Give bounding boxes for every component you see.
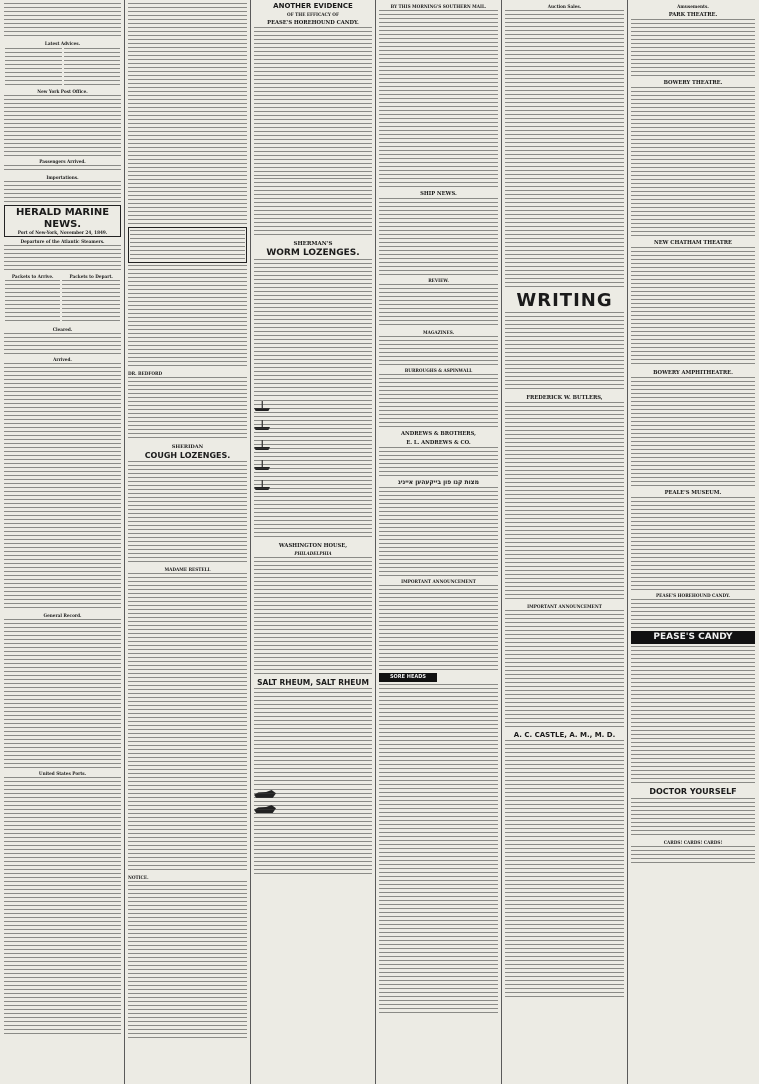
text-block <box>128 377 247 441</box>
section-heading: General Record. <box>43 613 82 619</box>
theatre-heading: BOWERY AMPHITHEATRE. <box>653 370 733 376</box>
text-block <box>128 265 247 369</box>
packets-table <box>4 274 121 325</box>
text-block <box>254 27 372 177</box>
advert-heading: SALT RHEUM, SALT RHEUM <box>257 678 369 687</box>
column-heading: Amusements. <box>677 4 709 9</box>
section-heading: Cleared. <box>52 327 73 333</box>
section-heading: New York Post Office. <box>37 89 88 94</box>
text-block <box>505 402 624 602</box>
text-block <box>379 684 498 1014</box>
text-block <box>379 447 498 477</box>
pease-candy-banner: PEASE'S CANDY <box>631 631 755 644</box>
advert-heading: DOCTOR YOURSELF <box>649 787 737 796</box>
advert-heading: WASHINGTON HOUSE, <box>278 543 348 549</box>
column-1 <box>4 2 121 1080</box>
notice-heading: DR. BEDFORD <box>128 371 163 376</box>
text-block <box>379 374 498 428</box>
text-block <box>631 87 755 237</box>
advert-heading: IMPORTANT ANNOUNCEMENT <box>401 579 476 584</box>
notice-heading: MADAME RESTELL <box>164 567 211 572</box>
theatre-heading: BOWERY THEATRE. <box>663 80 723 86</box>
hebrew-heading: מצות קנו פון בייקעהען אייניג <box>398 479 479 486</box>
writing-advert-heading: WRITING <box>516 290 613 311</box>
section-heading: Arrived. <box>53 357 72 363</box>
text-block <box>379 10 498 188</box>
column-3 <box>254 2 372 1080</box>
column-rule <box>501 0 502 1084</box>
text-block <box>631 377 755 487</box>
text-block <box>631 497 755 591</box>
text-block <box>505 10 624 290</box>
text-block <box>631 798 755 838</box>
advert-heading: PEASE'S HOREHOUND CANDY. <box>267 20 359 26</box>
text-block <box>128 461 247 565</box>
marine-news-subtitle: Port of New-York, November 24, 1849. <box>17 230 108 235</box>
column-rule <box>250 0 251 1084</box>
text-block <box>254 557 372 677</box>
section-heading: Packets to Arrive. <box>11 274 54 280</box>
column-rule <box>627 0 628 1084</box>
text-block <box>631 247 755 367</box>
text-block <box>128 573 247 873</box>
section-heading: Latest Advices. <box>44 41 81 46</box>
text-block <box>4 333 121 355</box>
marine-news-banner-frame <box>4 205 121 237</box>
text-block <box>4 619 121 769</box>
column-rule <box>375 0 376 1084</box>
text-block <box>4 245 121 273</box>
theatre-heading: NEW CHATHAM THEATRE <box>653 240 732 246</box>
advert-heading: CARDS! CARDS! CARDS! <box>663 840 723 845</box>
column-4 <box>379 2 498 1080</box>
text-block <box>631 846 755 866</box>
column-rule <box>124 0 125 1084</box>
section-heading: Importations. <box>46 175 79 180</box>
advert-heading: A. C. CASTLE, A. M., M. D. <box>513 731 616 739</box>
marine-news-banner: HERALD MARINE NEWS. <box>15 207 110 230</box>
text-block <box>505 610 624 730</box>
text-block <box>4 777 121 1037</box>
column-6 <box>631 2 755 1080</box>
text-block <box>379 284 498 328</box>
section-heading: REVIEW. <box>428 278 449 283</box>
text-block <box>379 585 498 671</box>
column-heading: BY THIS MORNING'S SOUTHERN MAIL. <box>390 4 487 9</box>
text-block <box>254 821 372 875</box>
shipping-notices <box>254 400 372 499</box>
text-block <box>631 599 755 629</box>
woodcut-adverts <box>254 789 372 820</box>
advert-heading: SHERIDAN <box>171 444 204 450</box>
text-block <box>254 688 372 788</box>
advert-subheading: OF THE EFFICACY OF <box>287 12 339 17</box>
text-block <box>254 500 372 540</box>
text-block <box>4 3 121 39</box>
text-block <box>4 165 121 173</box>
text-block <box>631 646 755 786</box>
sore-heads-banner: SORE HEADS <box>379 673 437 682</box>
notice-heading: NOTICE. <box>128 875 149 880</box>
text-block <box>379 198 498 276</box>
text-block <box>379 487 498 577</box>
section-heading: MAGAZINES. <box>422 330 455 335</box>
text-block <box>4 363 121 611</box>
text-block <box>254 259 372 399</box>
advert-heading-large: WORM LOZENGES. <box>266 248 360 258</box>
advert-heading: FREDERICK W. BUTLERS, <box>526 395 603 401</box>
text-block <box>4 181 121 203</box>
advert-heading-large: COUGH LOZENGES. <box>144 451 231 460</box>
column-5 <box>505 2 624 1080</box>
latest-advices-table <box>4 47 121 87</box>
advert-heading: E. L. ANDREWS & CO. <box>406 440 471 446</box>
section-heading: United States Ports. <box>38 771 87 777</box>
advert-heading: BURROUGHS & ASPINWALL <box>404 368 473 373</box>
advert-heading: IMPORTANT ANNOUNCEMENT <box>527 604 602 609</box>
advert-box <box>128 227 247 263</box>
advert-heading: SHERMAN'S <box>293 241 333 247</box>
text-block <box>505 740 624 1000</box>
section-heading: Packets to Depart. <box>69 274 113 280</box>
section-heading: Passengers Arrived. <box>39 159 86 164</box>
text-block <box>379 336 498 366</box>
text-block <box>4 95 121 157</box>
text-block <box>505 312 624 392</box>
museum-heading: PEALE'S MUSEUM. <box>664 490 722 496</box>
text-block <box>631 19 755 77</box>
text-block <box>254 178 372 238</box>
advert-heading: ANDREWS & BROTHERS, <box>400 431 476 437</box>
advert-subheading: PHILADELPHIA <box>294 551 332 556</box>
column-2 <box>128 2 247 1080</box>
section-heading: Departure of the Atlantic Steamers. <box>20 239 105 245</box>
text-block <box>128 3 247 225</box>
section-heading: SHIP NEWS. <box>420 191 457 197</box>
theatre-heading: PARK THEATRE. <box>668 12 718 18</box>
column-heading: Auction Sales. <box>547 4 582 9</box>
text-block <box>128 881 247 1041</box>
advert-heading: PEASE'S HOREHOUND CANDY. <box>656 593 730 598</box>
advert-heading: ANOTHER EVIDENCE <box>273 2 353 10</box>
